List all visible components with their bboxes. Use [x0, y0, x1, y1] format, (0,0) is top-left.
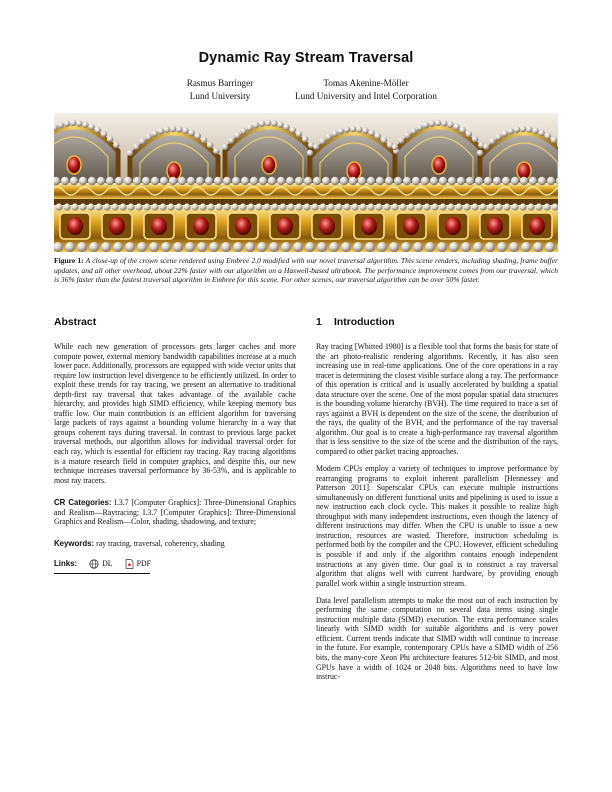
teaser-figure-crown	[54, 113, 558, 252]
links-label: Links:	[54, 559, 78, 569]
keywords-text: ray tracing, traversal, coherency, shading	[96, 538, 225, 548]
abstract-text: While each new generation of processors gets larger caches and more compute power, external memory bandwidth capabilities increase at a much lower pace. Additionally, processors are equipped with wide vector units that require low instruction level divergence to be efficiently utilized. In order to exploit these trends for ray tracing, we present an alternative to traditional depth-first ray traversal that takes advantage of the available cache hierarchy, and provides high SIMD efficiency, while keeping memory bus traffic low. Our main contribution is an efficient algorithm for traversing large packets of rays against a bounding volume hierarchy in a way that groups coherent rays during traversal. In contrast to previous large packet traversal methods, our algorithm allows for individual traversal order for each ray, which is essential for efficient ray tracing. Ray tracing algorithms is a mature research field in computer graphics, and despite this, our new technique increases traversal performance by 36-53%, and is applicable to most ray tracers.	[54, 342, 296, 485]
keywords-label: Keywords:	[54, 538, 95, 548]
footnote-rule	[54, 573, 150, 574]
figure-caption-text: A close-up of the crown scene rendered using Embree 2.0 modified with our novel traversal algorithm. This scene renders, including shading, frame buffer updates, and all other overhead, about 22% faster with our algorithm on a Haswell-based ultrabook. The performance improvement comes from our traversal, which is 36% faster than the fastest traversal algorithm in Embree for this scene. For other scenes, our traversal algorithm can be over 50% faster.	[54, 256, 558, 285]
pdf-icon[interactable]	[125, 559, 134, 569]
intro-paragraph: Ray tracing [Whitted 1980] is a flexible tool that forms the basis for state of the art photo-realistic rendering algorithms. Recently, it has also seen increasing use in real-time applications. One of the core operations in a ray tracer is determining the closest visible surface along a ray. The performance of this operation is critical and is usually accelerated by building a spatial data structure over the scene. One of the most popular spatial data structures is the bounding volume hierarchy (BVH). The time required to trace a set of rays against a BVH is dependent on the size of the scene, the distribution of the rays, the quality of the BVH, and the performance of the ray traversal algorithm. Our goal is to create a high-performance ray traversal algorithm that is less sensitive to the size of the scene and the distribution of the rays, compared to other packet tracing approaches.	[316, 342, 558, 457]
crown-render-image	[54, 113, 558, 252]
author-2	[276, 77, 456, 103]
figure-label: Figure 1:	[54, 256, 84, 265]
section-number: 1	[316, 317, 322, 328]
keywords	[54, 539, 296, 549]
dl-link[interactable]: DL	[102, 559, 113, 569]
section-title: Introduction	[334, 317, 395, 328]
figure-caption	[54, 256, 558, 285]
pdf-link[interactable]: PDF	[136, 559, 151, 569]
intro-paragraph: Modern CPUs employ a variety of techniques to improve performance by rearranging programs to exploit inherent parallelism [Hennessey and Patterson 2011]. Superscalar CPUs can execute multiple instructions simultaneously on different functional units and pipelining is used to issue a new instruction each clock cycle. This makes it possible to realize high throughput with many independent instructions, even though the latency of different instructions may differ. When the CPU is unable to issue a new instruction, resources are wasted. Therefore, instruction scheduling is performed both by the compiler and the CPU. However, efficient scheduling is possible if and only if the algorithm contains enough independent instructions at any given time. Our goal is to construct a ray traversal algorithm that aligns well with current hardware, by providing enough parallel work within a single instruction stream.	[316, 464, 558, 588]
author-1	[150, 77, 290, 103]
dl-icon[interactable]	[89, 559, 99, 569]
author-affiliation: Lund University and Intel Corporation	[295, 91, 437, 101]
introduction-heading	[316, 316, 558, 329]
paper-title: Dynamic Ray Stream Traversal	[198, 50, 414, 66]
cr-categories-text: I.3.7 [Computer Graphics]: Three-Dimensional Graphics and Realism—Raytracing; I.3.7 [Computer Graphics]: Three-Dimensional Graphics and Realism—Color, shading, shadowing, and texture;	[54, 498, 296, 527]
abstract-heading: Abstract	[54, 317, 97, 328]
author-affiliation: Lund University	[189, 91, 251, 101]
author-name: Rasmus Barringer	[186, 78, 254, 88]
links-row	[54, 558, 296, 569]
left-column	[54, 316, 296, 574]
cr-categories-label: CR Categories:	[54, 498, 112, 508]
author-name: Tomas Akenine-Möller	[323, 78, 409, 88]
intro-paragraph: Data level parallelism attempts to make the most out of each instruction by performing the same computation on several data items using single instruction multiple data (SIMD) execution. The extra performance scales linearly with SIMD width for suitable algorithms and is very power efficient. Current trends indicate that SIMD width will continue to increase in the future. For example, contemporary CPUs have a SIMD width of 256 bits, the many-core Xeon Phi architecture features 512-bit SIMD, and most GPUs have a width of 1024 or 2048 bits. Algorithms need to have low instruc-	[316, 595, 558, 682]
right-column	[316, 316, 558, 689]
cr-categories	[54, 498, 296, 527]
